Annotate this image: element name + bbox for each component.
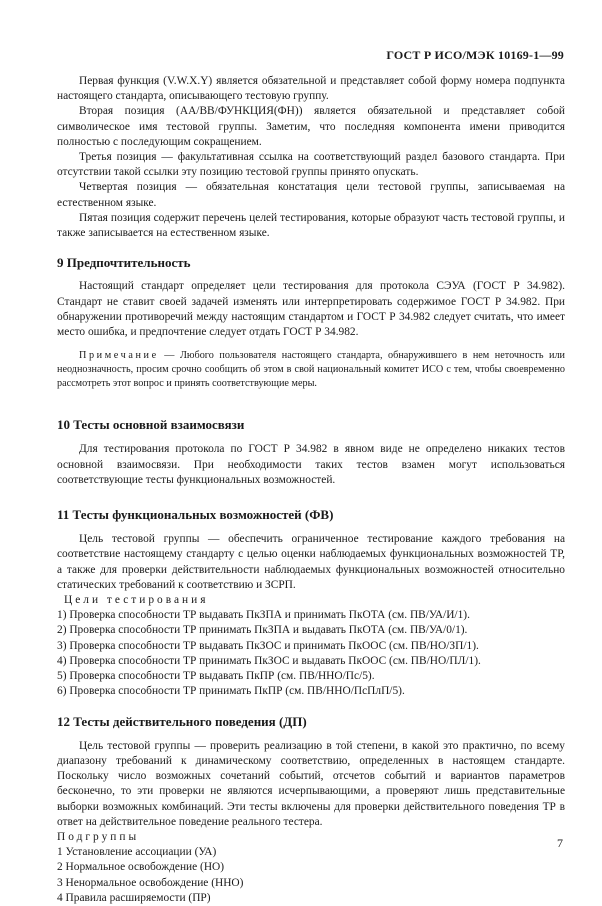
intro-paragraph-2: Вторая позиция (АА/ВВ/ФУНКЦИЯ(ФН)) является обязательной и представляет собой символическое имя тестовой группы. Заметим, что последняя компонента имени приводится полностью с последующим сокращением. (57, 105, 565, 148)
subgroup-item: 3 Ненормальное освобождение (ННО) (57, 876, 244, 889)
document-header: ГОСТ Р ИСО/МЭК 10169-1—99 (386, 48, 564, 62)
intro-paragraph-3: Третья позиция — факультативная ссылка на соответствующий раздел базового стандарта. При отсутствии такой ссылки эту позицию тестовой группы принято опускать. (57, 151, 565, 179)
objective-item: 3) Проверка способности ТР выдавать ПкЗОС и принимать ПкООС (см. ПВ/НО/ЗП/1). (57, 639, 479, 652)
section-9-heading: 9 Предпочтительность (57, 255, 191, 271)
section-9-note (57, 349, 565, 391)
page-number: 7 (557, 836, 563, 850)
objective-item: 2) Проверка способности ТР принимать ПкЗПА и выдавать ПкОТА (см. ПВ/УА/0/1). (57, 624, 468, 637)
objectives-list (57, 608, 565, 699)
objective-item: 1) Проверка способности ТР выдавать ПкЗПА и принимать ПкОТА (см. ПВ/УА/И/1). (57, 609, 470, 622)
intro-paragraph-5: Пятая позиция содержит перечень целей тестирования, которые образуют часть тестовой группы, и также записывается на естественном языке. (57, 211, 565, 240)
subgroup-item: 4 Правила расширяемости (ПР) (57, 891, 211, 904)
section-12-heading: 12 Тесты действительного поведения (ДП) (57, 713, 307, 729)
objective-item: 4) Проверка способности ТР принимать ПкЗОС и выдавать ПкООС (см. ПВ/НО/ПЛ/1). (57, 654, 481, 667)
subgroup-item: 2 Нормальное освобождение (НО) (57, 861, 225, 874)
section-11-paragraph: Цель тестовой группы — обеспечить ограниченное тестирование каждого требования на соответствие настоящему стандарту с целью оценки наблюдаемых функциональных возможностей ТР, а также для проверки действительности наблюдаемых функциональных возможностей относительно статических требований к соответствию и ЗСРП. (57, 533, 565, 591)
note-text: — Любого пользователя настоящего стандарта, обнаружившего в нем неточность или неоднозначность, просим срочно сообщить об этом в свой национальный комитет ИСО с тем, чтобы своевременно рассмотреть этот вопрос и принять соответствующие меры. (57, 350, 565, 390)
intro-paragraph-1: Первая функция (V.W.X.Y) является обязательной и представляет собой форму номера подпункта настоящего стандарта, описывающего тестовую группу. (57, 75, 565, 103)
section-9-paragraph: Настоящий стандарт определяет цели тестирования для протокола СЭУА (ГОСТ Р 34.982). Стандарт не ставит своей задачей изменять или интерпретировать содержимое ГОСТ Р 34.982. При обнаружении противоречий между настоящим стандартом и ГОСТ Р 34.982 следует считать, что имеет место ошибка, и предпочтение следует отдать ГОСТ Р 34.982. (57, 280, 565, 339)
objective-item: 5) Проверка способности ТР выдавать ПкПР (см. ПВ/ННО/Пс/5). (57, 670, 375, 683)
subgroups-label: Подгруппы (57, 830, 140, 843)
subgroup-item: 1 Установление ассоциации (УА) (57, 846, 217, 859)
section-10-paragraph: Для тестирования протокола по ГОСТ Р 34.982 в явном виде не определено никаких тестов основной взаимосвязи. При необходимости таких тестов взамен могут использоваться соответствующие тесты функциональных возможностей. (57, 443, 565, 486)
objectives-label: Цели тестирования (64, 594, 209, 607)
document-body (57, 74, 565, 906)
objective-item: 6) Проверка способности ТР принимать ПкПР (см. ПВ/ННО/ПсПлП/5). (57, 685, 405, 698)
section-11-heading: 11 Тесты функциональных возможностей (ФВ) (57, 507, 334, 523)
subgroups-list (57, 845, 565, 906)
note-label: Примечание (79, 350, 159, 362)
section-10-heading: 10 Тесты основной взаимосвязи (57, 417, 245, 433)
section-12-paragraph: Цель тестовой группы — проверить реализацию в той степени, в какой это практично, по всему диапазону требований к динамическому соответствию, определенных в настоящем стандарте. Поскольку число возможных сочетаний событий, отсчетов событий и вариантов параметров бесконечно, то эти проверки не являются исчерпывающими, а проверяют лишь представительные выборки возможных комбинаций. Эти тесты включены для проверки действительного поведения ТР в ответ на действительное поведение реального тестера. (57, 739, 565, 828)
intro-paragraph-4: Четвертая позиция — обязательная констатация цели тестовой группы, записываемая на естественном языке. (57, 181, 565, 209)
